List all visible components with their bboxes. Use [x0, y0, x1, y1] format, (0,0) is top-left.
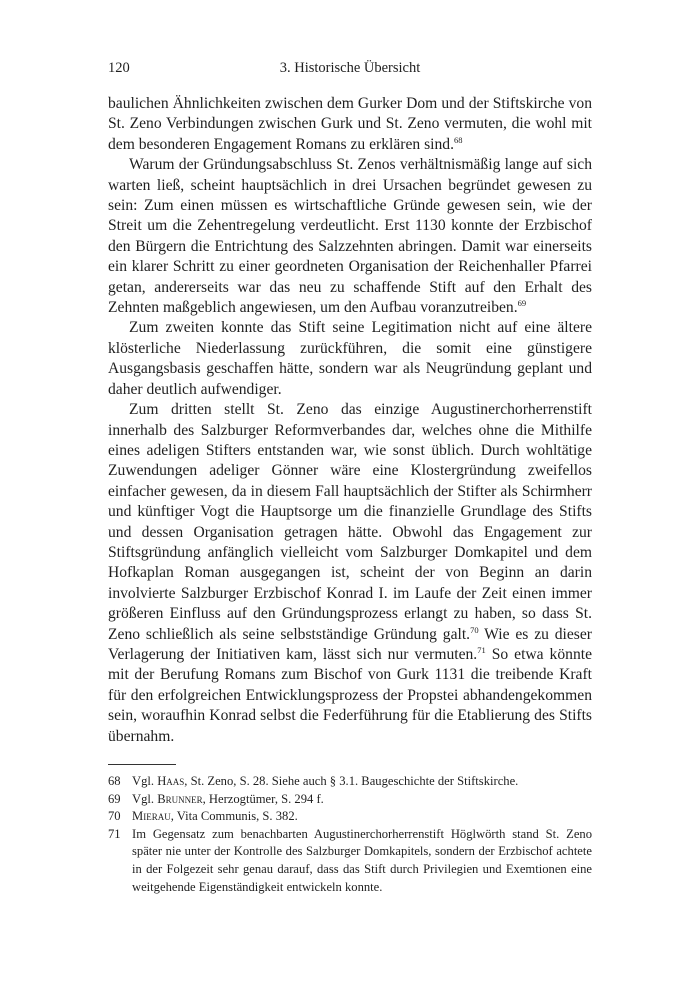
paragraph-text: Zum dritten stellt St. Zeno das einzige Augustinerchorherrenstift innerhalb des Salzburger Reformverbandes dar, welches ohne die Mithilfe eines adeligen Stifters entstanden war, wie sonst üblich. Durch wohltätige Zuwendungen adeliger Gönner wäre eine Klostergründung zweifellos einfacher gewesen, da in diesem Fall hauptsächlich der Stifter als Schirmherr und künftiger Vogt die Hauptsorge um die finanzielle Grundlage des Stifts und dessen Organisation getragen hätte. Obwohl das Engagement zur Stiftsgründung anfänglich vielleicht vom Salzburger Domkapitel und dem Hofkaplan Roman ausgegangen ist, scheint der von Beginn an darin involvierte Salzburger Erzbischof Konrad I. im Laufe der Zeit einen immer größeren Einfluss auf den Gründungsprozess erlangt zu haben, so dass St. Zeno schließlich als seine selbstständige Gründung galt. [108, 401, 592, 643]
author-name: Mierau [132, 809, 171, 824]
footnote-text: Im Gegensatz zum benachbarten Augustinerchorherrenstift Höglwörth stand St. Zeno später nie unter der Kontrolle des Salzburger Domkapitels, sondern der Erzbischof achtete in der Folgezeit sehr genau darauf, dass das Stift durch Privilegien und Exemtionen eine weitgehende Eigenständigkeit entwickeln konnte. [132, 826, 592, 894]
footnote-reference: 69 [517, 298, 527, 309]
footnote-reference: 70 [470, 624, 479, 635]
paragraph-text: Zum zweiten konnte das Stift seine Legitimation nicht auf eine ältere klösterliche Niederlassung zurückführen, die somit eine günstigere Ausgangsbasis geschaffen hätte, sondern war als Neugründung geplant und daher deutlich aufwendiger. [108, 319, 592, 398]
page-number: 120 [108, 60, 130, 76]
running-head [108, 60, 592, 82]
footnote [108, 791, 592, 809]
book-page [108, 60, 592, 896]
footnote-text: Vgl. Haas, St. Zeno, S. 28. Siehe auch § 3.1. Baugeschichte der Stiftskirche. [132, 774, 519, 788]
footnote-number: 70 [108, 809, 121, 824]
paragraph [108, 318, 592, 400]
footnote [108, 808, 592, 826]
paragraph-text: Warum der Gründungsabschluss St. Zenos verhältnismäßig lange auf sich warten ließ, scheint hauptsächlich in drei Ursachen begründet gewesen zu sein: Zum einen müssen es wirtschaftliche Gründe gewesen sein, wie der Streit um die Zehentregelung verdeutlicht. Erst 1130 konnte der Erzbischof den Bürgern die Entrichtung des Salzzehnten abringen. Damit war einerseits ein klarer Schritt zu einer geordneten Organisation der Reichenhaller Pfarrei getan, andererseits war das neu zu schaffende Stift auf den Erhalt des Zehnten maßgeblich angewiesen, um den Aufbau voranzutreiben. [108, 156, 592, 317]
footnote-number: 69 [108, 791, 121, 806]
footnote [108, 826, 592, 896]
paragraph-text: Wie es zu dieser Verlagerung der Initiativen kam, lässt sich nur vermuten. [108, 625, 592, 663]
footnotes [108, 773, 592, 896]
author-name: Brunner [157, 791, 203, 806]
paragraph [108, 94, 592, 155]
footnote-reference: 68 [454, 134, 463, 145]
author-name: Haas [157, 774, 185, 788]
footnote-text: Vgl. Brunner, Herzogtümer, S. 294 f. [132, 791, 324, 806]
paragraph [108, 155, 592, 318]
paragraph-text: So etwa könnte mit der Berufung Romans zum Bischof von Gurk 1131 die treibende Kraft für den erfolgreichen Entwicklungsprozess der Propstei abhandengekommen sein, woraufhin Konrad selbst die Federführung für die Etablierung des Stifts übernahm. [108, 645, 592, 745]
body-text [108, 94, 592, 747]
footnote-text: Mierau, Vita Communis, S. 382. [132, 809, 298, 824]
footnote-number: 68 [108, 774, 121, 788]
footnote-number: 71 [108, 826, 121, 841]
paragraph-text: baulichen Ähnlichkeiten zwischen dem Gurker Dom und der Stiftskirche von St. Zeno Verbindungen zwischen Gurk und St. Zeno vermuten, die wohl mit dem besonderen Engagement Romans zu erklären sind. [108, 95, 592, 153]
chapter-title: 3. Historische Übersicht [279, 60, 421, 76]
footnote-separator [108, 764, 176, 765]
footnote [108, 773, 592, 791]
paragraph [108, 400, 592, 747]
footnote-reference: 71 [477, 644, 486, 655]
